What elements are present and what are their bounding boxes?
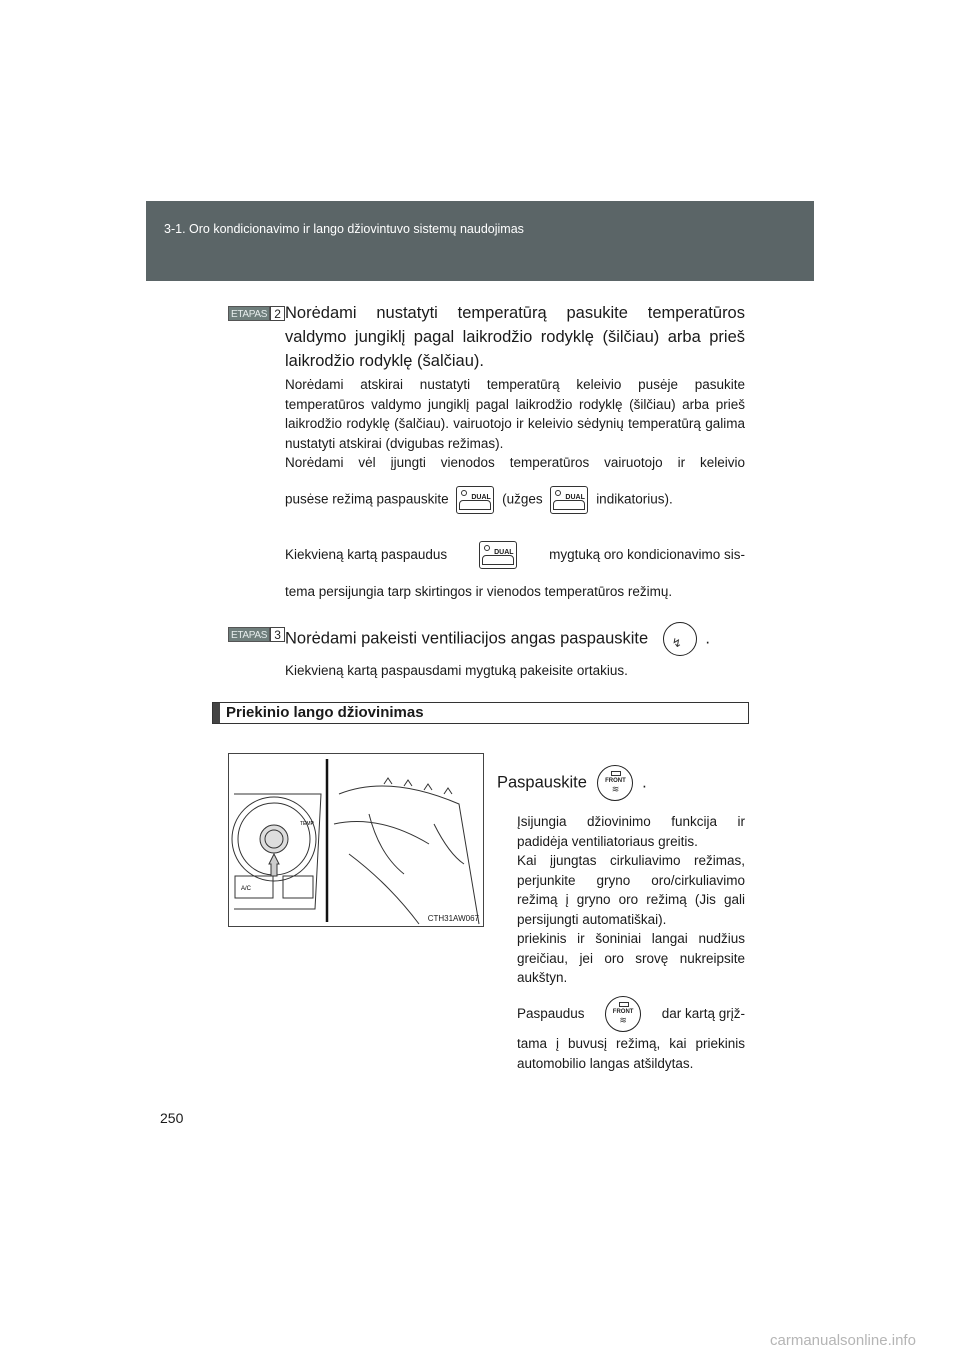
dual-button-icon: DUAL [479,541,517,569]
vent-mode-button-icon: ↯ [663,622,697,656]
front-defroster-label: FRONT [612,1009,634,1015]
step-badge-3: ETAPAS 3 [228,627,285,642]
section-header [212,702,749,724]
step-3-text: Norėdami pakeisti ventiliacijos angas paspauskite ↯ . [285,622,710,656]
step-badge-2: ETAPAS 2 [228,306,285,321]
dual-indicator-icon: DUAL [550,486,588,514]
front-defroster-button-icon: FRONT ≋ [597,765,633,801]
step-2-note-2: pusėse režimą paspauskite DUAL (užges DUAL indikatorius). [285,486,745,514]
defrost-para-1: Įsijungia džiovinimo funkcija ir padidėja ventiliatoriaus greitis. [517,814,745,849]
front-defroster-label: FRONT [605,778,626,784]
watermark: carmanualsonline.info [770,1332,916,1349]
defroster-illustration [228,753,484,927]
defrost-again-line: Paspaudus FRONT ≋ dar kartą grįž- [517,996,745,1032]
dual-button-icon: DUAL [456,486,494,514]
section-title: Priekinio lango džiovinimas [226,704,424,721]
defrost-para-3: priekinis ir šoniniai langai nudžius greičiau, jei oro srovę nukreipsite aukštyn. [517,931,745,985]
chapter-title: 3-1. Oro kondicionavimo ir lango džiovintuvo sistemų naudojimas [164,222,524,236]
step-3-note: Kiekvieną kartą paspausdami mygtuką pakeisite ortakius. [285,663,628,678]
defrost-again-rest: tama į buvusį režimą, kai priekinis automobilio langas atšildytas. [517,1036,745,1071]
dashboard-drawing [229,754,483,926]
ac-button-label: A/C [241,886,252,892]
step-2-note-2a: Norėdami vėl įjungti vienodos temperatūros vairuotojo ir keleivio [285,455,745,470]
step-2-note-3a: Kiekvieną kartą paspaudus DUAL mygtuką oro kondicionavimo sis- [285,541,745,569]
step-2-text: Norėdami nustatyti temperatūrą pasukite temperatūros valdymo jungiklį pagal laikrodžio rodyklę (šilčiau) arba prieš laikrodžio rodyklę (šalčiau). [285,304,745,370]
chapter-header [146,201,814,281]
figure-code: CTH31AW067 [427,914,479,923]
temp-knob-label: TEMP [300,821,314,827]
defrost-instruction: Paspauskite FRONT ≋ . [497,765,647,801]
step-2-note-1: Norėdami atskirai nustatyti temperatūrą keleivio pusėje pasukite temperatūros valdymo jungiklį pagal laikrodžio rodyklę (šilčiau) arba prieš laikrodžio rodyklę (šalčiau). vairuotojo ir keleivio sėdynių temperatūrą galima nustatyti atskirai (dvigubas režimas). [285,377,745,451]
step-2-note-3c: tema persijungia tarp skirtingos ir vienodos temperatūros režimų. [285,584,673,599]
page-number: 250 [160,1110,184,1126]
defrost-para-2: Kai įjungtas cirkuliavimo režimas, perjunkite gryno oro/cirkuliavimo režimą į gryno oro režimą (Jis gali persijungti automatiškai). [517,853,745,927]
front-defroster-button-icon: FRONT ≋ [605,996,641,1032]
